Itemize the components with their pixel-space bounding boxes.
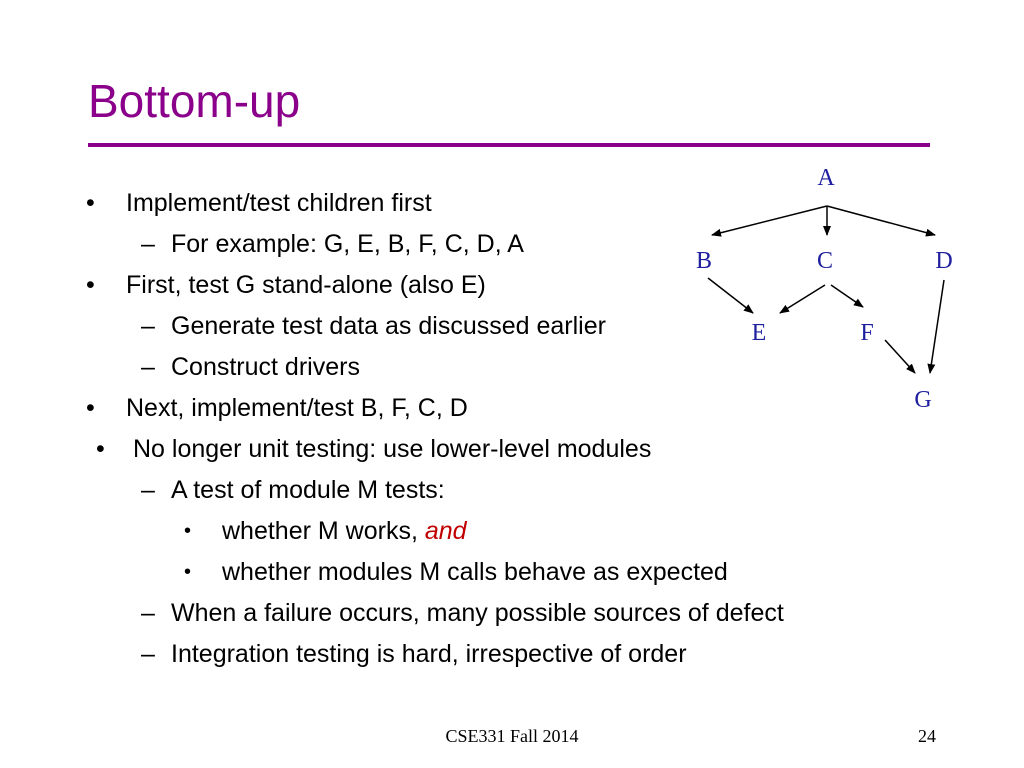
edge-c-e — [780, 285, 825, 313]
node-g: G — [914, 387, 932, 413]
edge-d-g — [930, 280, 944, 373]
slide-title: Bottom-up — [88, 75, 301, 127]
footer-course: CSE331 Fall 2014 — [445, 726, 579, 746]
dash-marker: – — [141, 599, 155, 627]
bullet-text: Implement/test children first — [126, 189, 432, 217]
sub-sub-bullet-text — [222, 515, 467, 547]
edge-a-b — [712, 206, 827, 235]
slide-number: 24 — [918, 726, 936, 746]
dash-marker: – — [141, 312, 155, 340]
dash-marker: – — [141, 353, 155, 381]
sub-bullet-text: A test of module M tests: — [171, 476, 445, 504]
dash-marker: – — [141, 640, 155, 668]
edge-f-g — [885, 340, 915, 373]
sub-bullet-text: For example: G, E, B, F, C, D, A — [171, 230, 524, 258]
bullet-text: No longer unit testing: use lower-level modules — [133, 435, 652, 463]
title-divider — [88, 143, 930, 147]
bullet-marker: • — [184, 520, 192, 542]
bullet-marker: • — [86, 271, 95, 299]
module-tree-diagram — [680, 160, 970, 420]
sub-bullet-text: Integration testing is hard, irrespective of order — [171, 640, 687, 668]
dash-marker: – — [141, 230, 155, 258]
bullet-text: Next, implement/test B, F, C, D — [126, 394, 468, 422]
sub-bullet-text: When a failure occurs, many possible sources of defect — [171, 599, 784, 627]
edge-c-f — [831, 285, 863, 307]
node-b: B — [695, 248, 713, 274]
node-a: A — [817, 165, 835, 191]
sub-bullet-text: Construct drivers — [171, 353, 360, 381]
dash-marker: – — [141, 476, 155, 504]
node-e: E — [751, 320, 767, 346]
sub-sub-bullet-plain: whether M works, — [222, 517, 425, 545]
bullet-marker: • — [86, 394, 95, 422]
emphasis-and: and — [424, 517, 467, 545]
node-c: C — [816, 248, 834, 274]
node-d: D — [935, 248, 953, 274]
edge-b-e — [708, 278, 753, 313]
bullet-marker: • — [184, 561, 192, 583]
node-f: F — [860, 320, 874, 346]
bullet-text: First, test G stand-alone (also E) — [126, 271, 486, 299]
sub-sub-bullet-text: whether modules M calls behave as expected — [222, 558, 728, 586]
sub-bullet-text: Generate test data as discussed earlier — [171, 312, 606, 340]
bullet-marker: • — [96, 435, 105, 463]
edge-a-d — [827, 206, 935, 235]
bullet-marker: • — [86, 189, 95, 217]
